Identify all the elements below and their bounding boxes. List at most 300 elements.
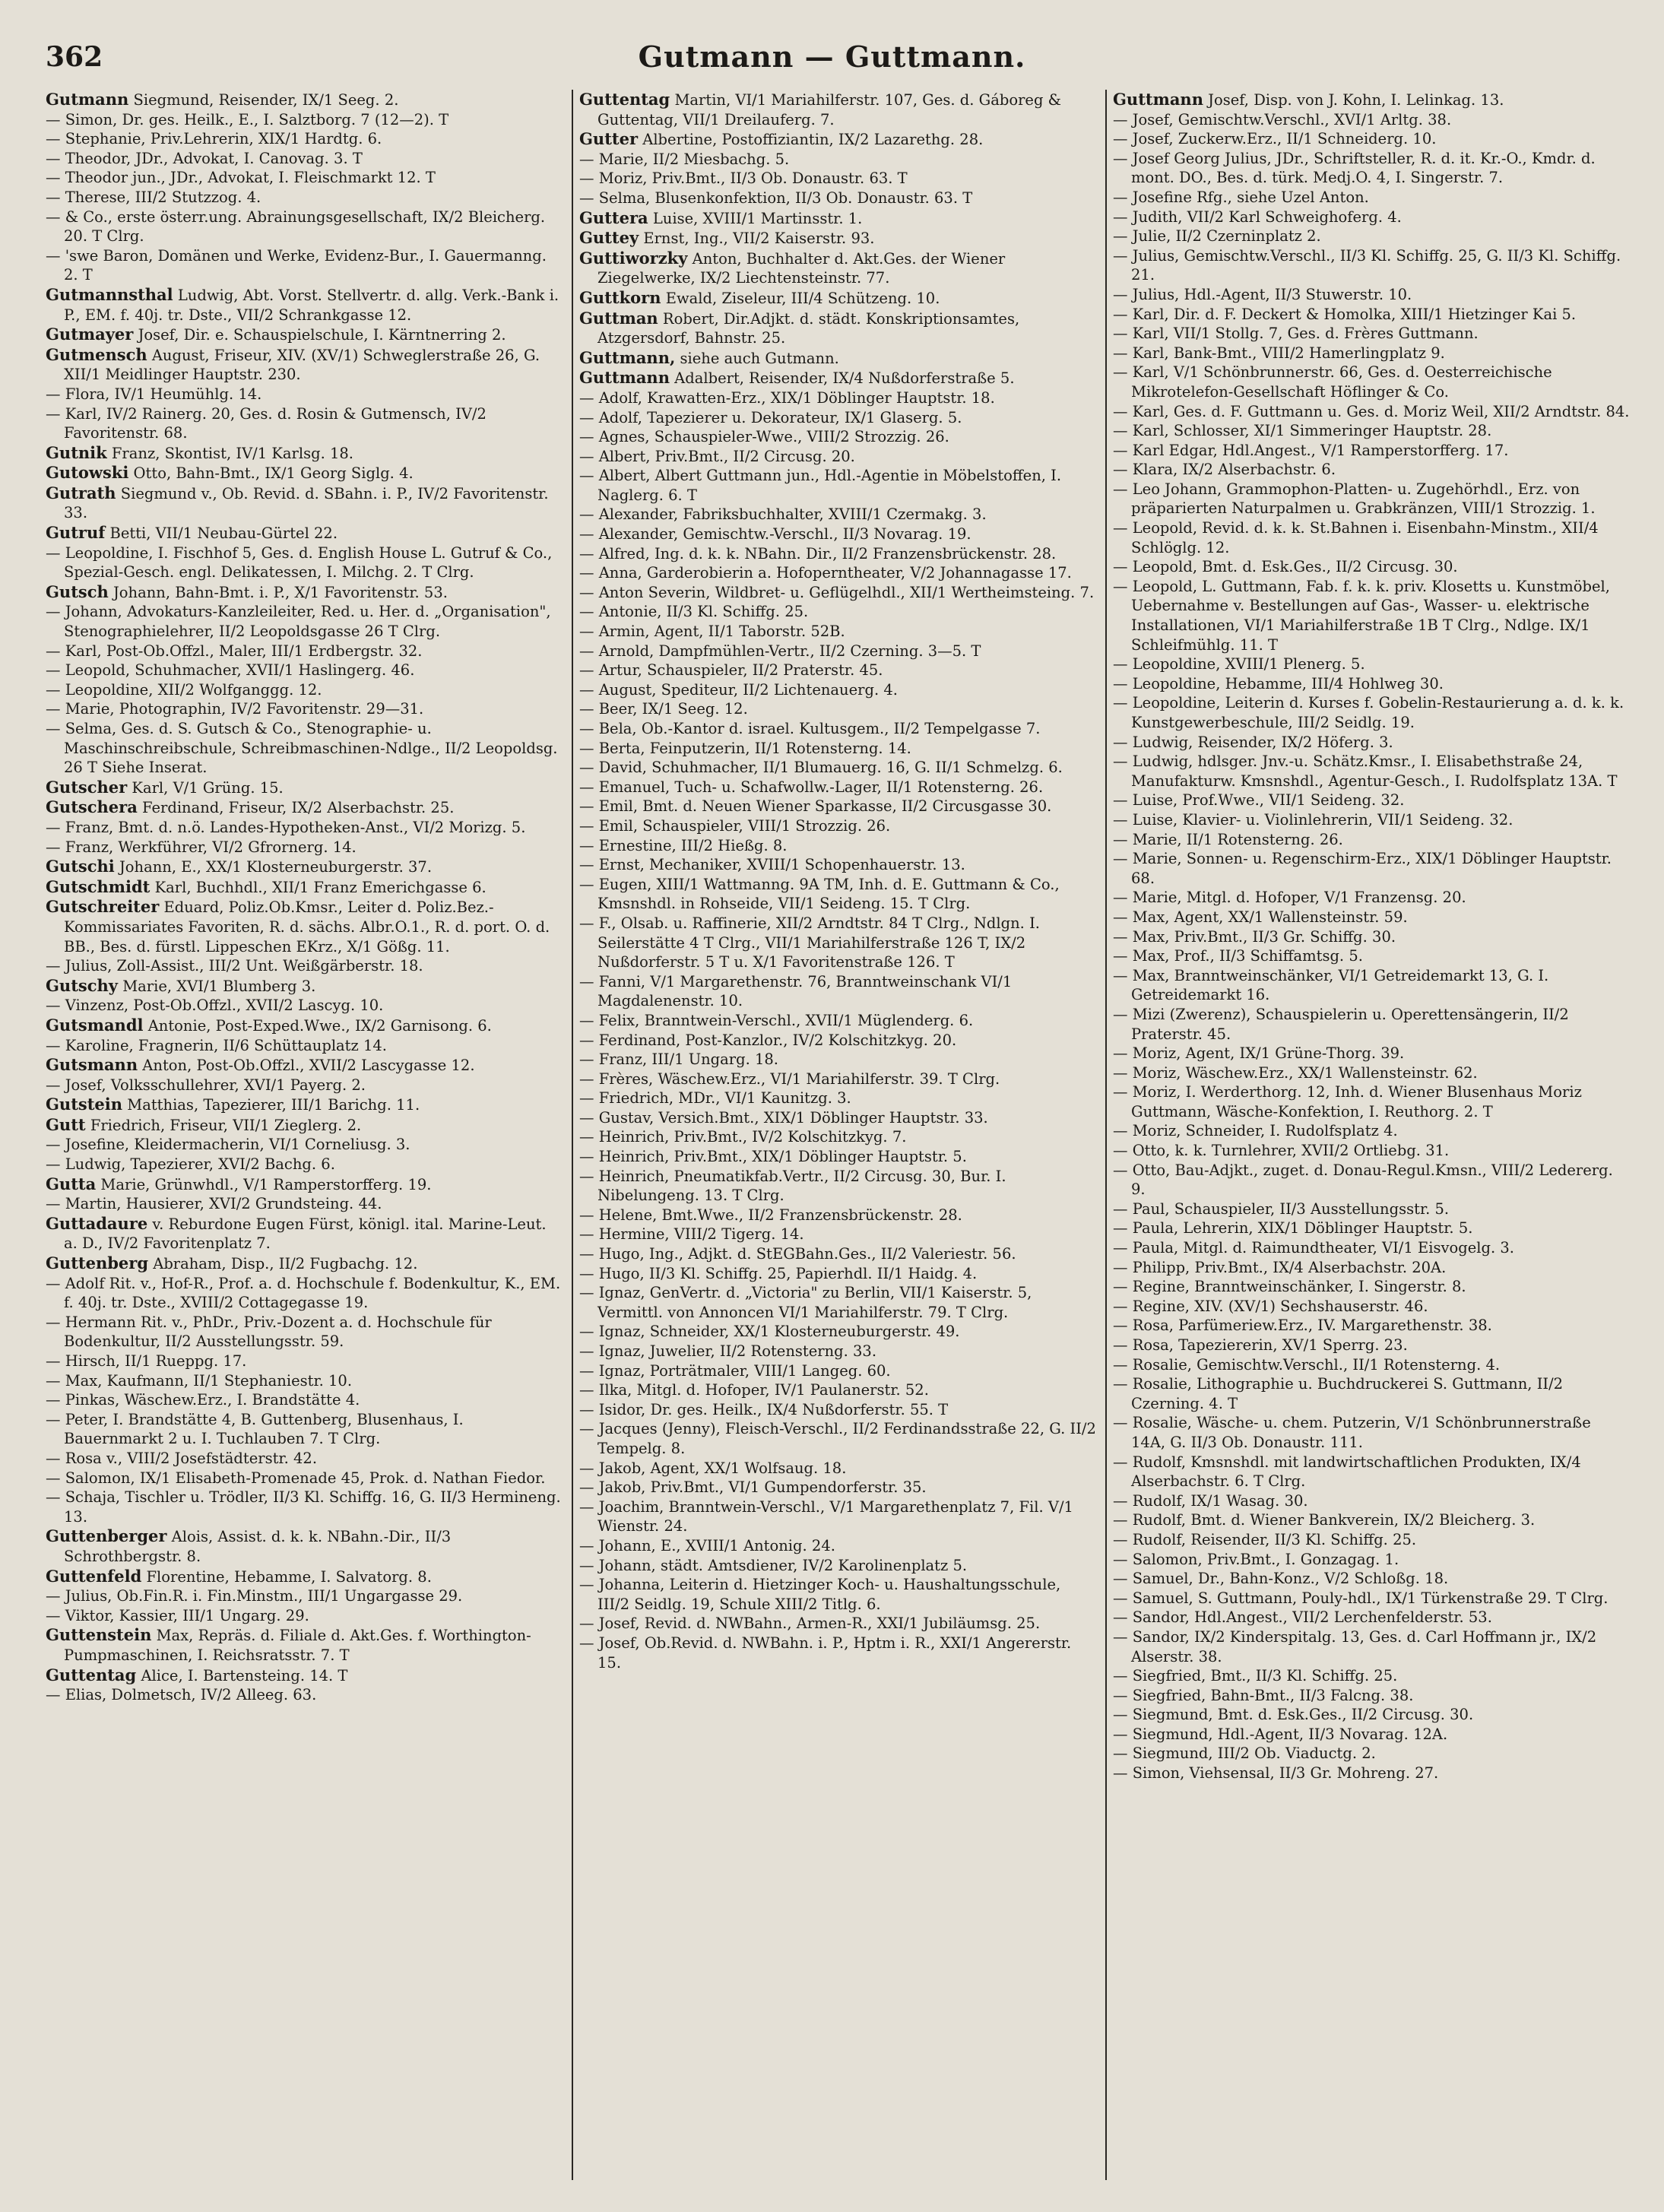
entry-text: — Leopoldine, Hebamme, III/4 Hohlweg 30. (1113, 674, 1444, 692)
directory-entry (1113, 1705, 1630, 1725)
entry-text: — Rosa, Tapeziererin, XV/1 Sperrg. 23. (1113, 1336, 1408, 1354)
directory-entry (1113, 227, 1630, 246)
directory-entry (579, 1380, 1096, 1400)
directory-entry (1113, 1316, 1630, 1336)
directory-entry (46, 642, 563, 661)
entry-text: — Franz, Werkführer, VI/2 Gfrornerg. 14. (46, 838, 357, 856)
directory-entry (579, 288, 1096, 309)
entry-text: — Alexander, Gemischtw.-Verschl., II/3 Novarag. 19. (579, 525, 971, 543)
entry-text: — Rosalie, Wäsche- u. chem. Putzerin, V/1 Schönbrunnerstraße 14A, G. II/3 Ob. Donaustr. 111. (1113, 1414, 1591, 1451)
directory-entry (1113, 1510, 1630, 1530)
entry-text: — Julius, Hdl.-Agent, II/3 Stuwerstr. 10. (1113, 285, 1412, 303)
directory-entry (46, 1606, 563, 1626)
entry-text: — Sandor, IX/2 Kinderspitalg. 13, Ges. d. Carl Hoffmann jr., IX/2 Alserstr. 38. (1113, 1627, 1597, 1665)
directory-entry (579, 505, 1096, 524)
directory-entry (1113, 1627, 1630, 1666)
directory-entry (46, 1586, 563, 1606)
entry-surname: Gutmann (46, 90, 129, 109)
entry-text: — Leopoldine, XII/2 Wolfganggg. 12. (46, 680, 322, 699)
directory-entry (1113, 1453, 1630, 1491)
directory-entry (1113, 927, 1630, 947)
entry-text: — Moriz, Priv.Bmt., II/3 Ob. Donaustr. 63. T (579, 170, 908, 188)
directory-entry (46, 1685, 563, 1705)
directory-entry (579, 1478, 1096, 1497)
entry-text: — Johanna, Leiterin d. Hietzinger Koch- u. Haushaltungsschule, III/2 Seidlg. 19, Schule XIII/2 Titlg. 6. (579, 1576, 1061, 1613)
entry-text: — Marie, Photographin, IV/2 Favoritenstr. 29—31. (46, 700, 424, 718)
directory-entry (1113, 1044, 1630, 1063)
directory-entry (579, 1244, 1096, 1264)
directory-entry (46, 463, 563, 483)
entry-surname: Guttmann (1113, 90, 1203, 109)
entry-text: — Leopold, Schuhmacher, XVII/1 Haslingerg. 46. (46, 661, 415, 680)
entry-surname: Gutnik (46, 442, 107, 462)
entry-surname: Gutstein (46, 1095, 123, 1114)
entry-text: — Agnes, Schauspieler-Wwe., VIII/2 Strozzig. 26. (579, 428, 949, 446)
entry-text: Antonie, Post-Exped.Wwe., IX/2 Garnisong. 6. (147, 1016, 492, 1035)
entry-surname: Gutt (46, 1114, 86, 1134)
directory-entry (579, 1575, 1096, 1614)
directory-entry (579, 914, 1096, 972)
entry-text: — Karl, V/1 Schönbrunnerstr. 66, Ges. d. Oesterreichische Mikrotelefon-Gesellschaft Höflinger & Co. (1113, 363, 1552, 401)
entry-text: — Karl, IV/2 Rainerg. 20, Ges. d. Rosin & Gutmensch, IV/2 Favoritenstr. 68. (46, 404, 487, 442)
directory-entry (1113, 246, 1630, 285)
directory-entry (579, 1400, 1096, 1420)
entry-surname: Gutschera (46, 797, 138, 817)
directory-entry (579, 1147, 1096, 1167)
entry-text: — Anton Severin, Wildbret- u. Geflügelhdl., XII/1 Wertheimsteing. 7. (579, 583, 1095, 601)
entry-text: Eduard, Poliz.Ob.Kmsr., Leiter d. Poliz.Bez.-Kommissariates Favoriten, R. d. sächs. Albr.O.1., R. d. port. O. d. BB., Bes. d. fürstl. Lippeschen EKrz., X/1 Gößg. 11. (64, 898, 550, 955)
directory-entry (1113, 1686, 1630, 1706)
entry-text: — Alfred, Ing. d. k. k. NBahn. Dir., II/2 Franzensbrückenstr. 28. (579, 544, 1057, 563)
directory-entry (46, 1274, 563, 1313)
directory-entry (579, 208, 1096, 229)
entry-text: — & Co., erste österr.ung. Abrainungsgesellschaft, IX/2 Bleicherg. 20. T Clrg. (46, 208, 546, 246)
entry-text: — Joachim, Branntwein-Verschl., V/1 Margarethenplatz 7, Fil. V/1 Wienstr. 24. (579, 1497, 1073, 1535)
entry-text: — Theodor jun., JDr., Advokat, I. Fleischmarkt 12. T (46, 169, 436, 187)
entry-surname: Guttera (579, 208, 648, 227)
entry-text: — Theodor, JDr., Advokat, I. Canovag. 3. T (46, 149, 363, 167)
directory-entry (579, 719, 1096, 739)
entry-text: — Isidor, Dr. ges. Heilk., IX/4 Nußdorferstr. 55. T (579, 1400, 949, 1418)
entry-surname: Guttkorn (579, 287, 661, 307)
directory-entry (1113, 1374, 1630, 1413)
directory-entry (579, 1264, 1096, 1284)
entry-text: — Viktor, Kassier, III/1 Ungarg. 29. (46, 1606, 309, 1624)
directory-entry (1113, 1589, 1630, 1608)
entry-text: — Sandor, Hdl.Angest., VII/2 Lerchenfelderstr. 53. (1113, 1608, 1492, 1627)
page-header (46, 41, 1618, 87)
directory-entry (46, 1076, 563, 1095)
entry-text: Alice, I. Bartensteing. 14. T (141, 1666, 348, 1684)
entry-text: — Karl, Ges. d. F. Guttmann u. Ges. d. Moriz Weil, XII/2 Arndtstr. 84. (1113, 402, 1630, 420)
directory-entry (579, 466, 1096, 505)
directory-entry (579, 189, 1096, 208)
directory-entry (46, 877, 563, 898)
directory-entry (46, 661, 563, 680)
directory-entry (46, 797, 563, 818)
entry-text: — Arnold, Dampfmühlen-Vertr., II/2 Czerning. 3—5. T (579, 642, 981, 660)
directory-entry (1113, 1608, 1630, 1627)
directory-entry (46, 818, 563, 838)
entry-surname: Gutta (46, 1174, 97, 1193)
entry-surname: Gutter (579, 129, 639, 149)
entry-text: — Max, Branntweinschänker, VI/1 Getreidemarkt 13, G. I. Getreidemarkt 16. (1113, 966, 1549, 1004)
directory-entry (1113, 1258, 1630, 1278)
entry-surname: Gutschi (46, 857, 115, 876)
entry-surname: Gutscher (46, 777, 128, 797)
directory-entry (1113, 1199, 1630, 1219)
directory-entry (579, 408, 1096, 428)
directory-entry (579, 427, 1096, 447)
entry-text: v. Reburdone Eugen Fürst, königl. ital. Marine-Leut. a. D., IV/2 Favoritenplatz 7. (64, 1215, 547, 1253)
entry-text: Ernst, Ing., VII/2 Kaiserstr. 93. (643, 230, 875, 248)
directory-columns (46, 90, 1630, 2180)
entry-text: — Rudolf, Bmt. d. Wiener Bankverein, IX/2 Bleicherg. 3. (1113, 1511, 1536, 1529)
entry-text: — Leopold, Bmt. d. Esk.Ges., II/2 Circusg. 30. (1113, 558, 1458, 576)
entry-surname: Gutschreiter (46, 897, 160, 917)
entry-text: — Vinzenz, Post-Ob.Offzl., XVII/2 Lascyg. 10. (46, 997, 384, 1015)
entry-text: — Judith, VII/2 Karl Schweighoferg. 4. (1113, 208, 1402, 226)
entry-surname: Gutruf (46, 523, 106, 543)
entry-text: — Martin, Hausierer, XVI/2 Grundsteing. 44. (46, 1195, 382, 1213)
entry-text: — Franz, III/1 Ungarg. 18. (579, 1051, 779, 1069)
entry-text: Marie, XVI/1 Blumberg 3. (122, 977, 316, 995)
page-number: 362 (46, 41, 103, 73)
entry-text: — Regine, Branntweinschänker, I. Singerstr. 8. (1113, 1278, 1466, 1296)
directory-entry (46, 1665, 563, 1686)
entry-text: — August, Spediteur, II/2 Lichtenauerg. 4. (579, 680, 898, 699)
entry-text: — Ignaz, Schneider, XX/1 Klosterneuburgerstr. 49. (579, 1323, 960, 1341)
entry-surname: Guttenberger (46, 1526, 167, 1546)
entry-surname: Guttenberg (46, 1253, 149, 1273)
entry-text: — Jacques (Jenny), Fleisch-Verschl., II/2 Ferdinandsstraße 22, G. II/2 Tempelg. 8. (579, 1420, 1096, 1457)
directory-entry (579, 1497, 1096, 1536)
entry-text: — Therese, III/2 Stutzzog. 4. (46, 188, 261, 206)
directory-entry (1113, 654, 1630, 674)
entry-text: — Ferdinand, Post-Kanzlor., IV/2 Kolschitzkyg. 20. (579, 1031, 957, 1049)
entry-text: — Leo Johann, Grammophon-Platten- u. Zugehörhdl., Erz. von präparierten Naturpalmen u. Grabkränzen, VIII/1 Strozzig. 1. (1113, 480, 1596, 518)
entry-text: — Johann, Advokaturs-Kanzleileiter, Red. u. Her. d. „Organisation", Stenographielehrer, II/2 Leopoldsgasse 26 T Clrg. (46, 603, 551, 641)
entry-surname: Guttentag (46, 1665, 137, 1684)
directory-entry (1113, 518, 1630, 557)
directory-entry (46, 1174, 563, 1195)
directory-entry (1113, 674, 1630, 694)
directory-entry (1113, 1413, 1630, 1452)
entry-text: — Heinrich, Priv.Bmt., IV/2 Kolschitzkyg. 7. (579, 1128, 907, 1146)
directory-entry (46, 168, 563, 188)
directory-entry (46, 1371, 563, 1391)
directory-entry (1113, 1161, 1630, 1199)
entry-text: — Josefine Rfg., siehe Uzel Anton. (1113, 188, 1369, 206)
directory-entry (46, 996, 563, 1016)
directory-entry (1113, 460, 1630, 480)
directory-entry (579, 1070, 1096, 1089)
entry-text: — Ilka, Mitgl. d. Hofoper, IV/1 Paulanerstr. 52. (579, 1381, 929, 1399)
entry-text: — Marie, II/1 Rotensterng. 26. (1113, 830, 1343, 848)
directory-entry (1113, 363, 1630, 401)
directory-entry (46, 582, 563, 603)
entry-text: Anton, Buchhalter d. Akt.Ges. der Wiener Ziegelwerke, IX/2 Liechtensteinstr. 77. (597, 249, 1006, 287)
entry-text: — Ludwig, Tapezierer, XVI/2 Bachg. 6. (46, 1155, 335, 1174)
entry-text: — Julius, Gemischtw.Verschl., II/3 Kl. Schiffg. 25, G. II/3 Kl. Schiffg. 21. (1113, 246, 1621, 284)
entry-text: — David, Schuhmacher, II/1 Blumauerg. 16, G. II/1 Schmelzg. 6. (579, 759, 1063, 777)
directory-entry (1113, 1569, 1630, 1589)
entry-text: — Leopoldine, Leiterin d. Kurses f. Gobelin-Restaurierung a. d. k. k. Kunstgewerbeschule, III/2 Seidlg. 19. (1113, 694, 1624, 731)
entry-text: — Stephanie, Priv.Lehrerin, XIX/1 Hardtg. 6. (46, 130, 382, 148)
entry-text: — Karl, Schlosser, XI/1 Simmeringer Hauptstr. 28. (1113, 422, 1492, 440)
directory-entry (1113, 188, 1630, 208)
directory-entry (1113, 110, 1630, 130)
directory-entry (1113, 1121, 1630, 1141)
entry-text: — Josef, Volksschullehrer, XVI/1 Payerg. 2. (46, 1076, 366, 1094)
entry-text: — Rosa v., VIII/2 Josefstädterstr. 42. (46, 1449, 318, 1467)
entry-text: — Karl, Dir. d. F. Deckert & Homolka, XIII/1 Hietzinger Kai 5. (1113, 305, 1577, 323)
entry-surname: Gutschy (46, 975, 118, 995)
entry-surname: Gutsmandl (46, 1015, 144, 1035)
directory-entry (1113, 733, 1630, 753)
entry-surname: Gutsch (46, 582, 109, 601)
directory-entry (1113, 1550, 1630, 1570)
entry-text: — Siegmund, Bmt. d. Esk.Ges., II/2 Circusg. 30. (1113, 1706, 1474, 1724)
entry-text: — F., Olsab. u. Raffinerie, XII/2 Arndtstr. 84 T Clrg., Ndlgn. I. Seilerstätte 4 T Clrg., VII/1 Mariahilferstraße 126 T, IX/2 Nußdorferstr. 5 T u. X/1 Favoritenstraße 126. T (579, 914, 1040, 971)
directory-entry (46, 1095, 563, 1115)
directory-entry (46, 90, 563, 110)
directory-entry (46, 1036, 563, 1056)
entry-text: — Heinrich, Priv.Bmt., XIX/1 Döblinger Hauptstr. 5. (579, 1148, 967, 1166)
entry-surname: Guttentag (579, 90, 670, 109)
entry-text: Otto, Bahn-Bmt., IX/1 Georg Siglg. 4. (133, 464, 414, 483)
entry-text: Matthias, Tapezierer, III/1 Barichg. 11. (127, 1096, 420, 1114)
directory-entry (46, 602, 563, 641)
entry-text: — Marie, II/2 Miesbachg. 5. (579, 150, 790, 168)
entry-text: Florentine, Hebamme, I. Salvatorg. 8. (146, 1567, 432, 1586)
entry-text: — Karl, Post-Ob.Offzl., Maler, III/1 Erdbergstr. 32. (46, 642, 423, 660)
directory-entry (1113, 1141, 1630, 1161)
entry-text: — Luise, Klavier- u. Violinlehrerin, VII/1 Seideng. 32. (1113, 810, 1513, 829)
entry-text: — Josefine, Kleidermacherin, VI/1 Corneliusg. 3. (46, 1136, 410, 1154)
directory-entry (46, 857, 563, 877)
directory-entry (1113, 480, 1630, 518)
directory-entry (579, 699, 1096, 719)
entry-text: — Rosalie, Lithographie u. Buchdruckerei S. Guttmann, II/2 Czerning. 4. T (1113, 1375, 1564, 1412)
directory-entry (579, 622, 1096, 642)
entry-text: — Franz, Bmt. d. n.ö. Landes-Hypotheken-Anst., VI/2 Morizg. 5. (46, 818, 526, 836)
entry-surname: Gutmensch (46, 344, 147, 364)
directory-entry (46, 838, 563, 857)
directory-entry (1113, 149, 1630, 188)
entry-surname: Guttadaure (46, 1213, 148, 1233)
entry-text: Marie, Grünwhdl., V/1 Ramperstorfferg. 19. (100, 1175, 432, 1193)
entry-text: — Hugo, Ing., Adjkt. d. StEGBahn.Ges., II/2 Valeriestr. 56. (579, 1245, 1016, 1263)
entry-text: — Hermine, VIII/2 Tigerg. 14. (579, 1225, 804, 1244)
entry-text: — Regine, XIV. (XV/1) Sechshauserstr. 46. (1113, 1297, 1428, 1315)
entry-text: Abraham, Disp., II/2 Fugbachg. 12. (153, 1255, 418, 1273)
page-title: Gutmann — Guttmann. (638, 40, 1026, 74)
entry-surname: Gutmannsthal (46, 284, 173, 304)
entry-text: — Helene, Bmt.Wwe., II/2 Franzensbrückenstr. 28. (579, 1206, 962, 1224)
directory-entry (46, 149, 563, 169)
directory-entry (1113, 693, 1630, 732)
directory-entry (579, 368, 1096, 388)
entry-text: — Jakob, Agent, XX/1 Wolfsaug. 18. (579, 1459, 847, 1477)
directory-entry (1113, 1297, 1630, 1317)
entry-text: — Samuel, Dr., Bahn-Konz., V/2 Schloßg. 18. (1113, 1570, 1449, 1588)
entry-text: — Karl, Bank-Bmt., VIII/2 Hamerlingplatz 9. (1113, 344, 1445, 362)
entry-text: — Simon, Viehsensal, II/3 Gr. Mohreng. 27. (1113, 1764, 1439, 1783)
entry-text: — Max, Prof., II/3 Schiffamtsg. 5. (1113, 947, 1363, 965)
directory-entry (1113, 888, 1630, 908)
entry-text: Betti, VII/1 Neubau-Gürtel 22. (109, 524, 338, 543)
entry-text: — Ignaz, Porträtmaler, VIII/1 Langeg. 60. (579, 1361, 891, 1380)
entry-text: — Hermann Rit. v., PhDr., Priv.-Dozent a. d. Hochschule für Bodenkultur, II/2 Ausstellungsstr. 59. (46, 1313, 492, 1351)
entry-text: — Samuel, S. Guttmann, Pouly-hdl., IX/1 Türkenstraße 29. T Clrg. (1113, 1589, 1609, 1607)
directory-entry (46, 1526, 563, 1566)
entry-text: — Albert, Albert Guttmann jun., Hdl.-Agentie in Möbelstoffen, I. Naglerg. 6. T (579, 467, 1062, 504)
entry-text: — Josef, Zuckerw.Erz., II/1 Schneiderg. 10. (1113, 130, 1437, 148)
directory-entry (1113, 752, 1630, 791)
directory-entry (579, 1050, 1096, 1070)
entry-text: siehe auch Gutmann. (680, 349, 839, 367)
entry-text: — Peter, I. Brandstätte 4, B. Guttenberg, Blusenhaus, I. Bauernmarkt 2 u. I. Tuchlauben 7. T Clrg. (46, 1410, 464, 1448)
directory-entry (1113, 1744, 1630, 1764)
entry-surname: Gutrath (46, 483, 116, 502)
entry-text: — Moriz, Wäschew.Erz., XX/1 Wallensteinstr. 62. (1113, 1063, 1478, 1082)
entry-text: — Marie, Mitgl. d. Hofoper, V/1 Franzensg. 20. (1113, 889, 1466, 907)
entry-text: — Heinrich, Pneumatikfab.Vertr., II/2 Circusg. 30, Bur. I. Nibelungeng. 13. T Clrg. (579, 1167, 1006, 1205)
entry-text: Karl, Buchhdl., XII/1 Franz Emerichgasse 6. (154, 878, 487, 896)
directory-entry (579, 778, 1096, 797)
directory-entry (46, 1253, 563, 1274)
entry-text: — Ernst, Mechaniker, XVIII/1 Schopenhauerstr. 13. (579, 856, 965, 874)
directory-entry (579, 1614, 1096, 1634)
entry-text: — Adolf, Tapezierer u. Dekorateur, IX/1 Glaserg. 5. (579, 408, 962, 426)
directory-entry (1113, 1277, 1630, 1297)
entry-text: — Ignaz, Juwelier, II/2 Rotensterng. 33. (579, 1342, 877, 1360)
entry-text: — Karl, VII/1 Stollg. 7, Ges. d. Frères Guttmann. (1113, 325, 1479, 343)
entry-text: Martin, VI/1 Mariahilferstr. 107, Ges. d. Gáboreg & Guttentag, VII/1 Dreilauferg. 7. (597, 91, 1061, 128)
entry-text: — Otto, Bau-Adjkt., zuget. d. Donau-Regul.Kmsn., VIII/2 Ledererg. 9. (1113, 1161, 1613, 1199)
entry-text: — Emanuel, Tuch- u. Schafwollw.-Lager, II/1 Rotensterng. 26. (579, 778, 1044, 796)
directory-entry (46, 1135, 563, 1155)
directory-entry (46, 1055, 563, 1076)
directory-entry (46, 404, 563, 443)
entry-text: — Jakob, Priv.Bmt., VI/1 Gumpendorferstr. 35. (579, 1478, 927, 1497)
entry-text: Albertine, Postoffiziantin, IX/2 Lazarethg. 28. (642, 131, 984, 149)
column-3 (1113, 90, 1630, 2180)
entry-text: — Pinkas, Wäschew.Erz., I. Brandstätte 4. (46, 1391, 360, 1409)
directory-entry (579, 1361, 1096, 1381)
directory-entry (579, 739, 1096, 759)
entry-text: — Leopold, L. Guttmann, Fab. f. k. k. priv. Klosetts u. Kunstmöbel, Uebernahme v. Bestellungen auf Gas-, Wasser- u. elektrische Installationen, VI/1 Mariahilferstraße 1B T Clrg., Ndlge. IX/1 Schleifmühlg. 11. T (1113, 577, 1610, 654)
directory-entry (579, 602, 1096, 622)
entry-text: Josef, Dir. e. Schauspielschule, I. Kärntnerring 2. (138, 326, 506, 344)
entry-text: — 'swe Baron, Domänen und Werke, Evidenz-Bur., I. Gauermanng. 2. T (46, 246, 547, 284)
entry-text: — Selma, Blusenkonfektion, II/3 Ob. Donaustr. 63. T (579, 189, 973, 207)
directory-entry (579, 1536, 1096, 1556)
directory-entry (579, 129, 1096, 150)
entry-text: — Ludwig, hdlsger. Jnv.-u. Schätz.Kmsr., I. Elisabethstraße 24, Manufakturw. Kmsnshdl., Agentur-Gesch., I. Rudolfsplatz 13A. T (1113, 753, 1618, 790)
entry-text: — Alexander, Fabriksbuchhalter, XVIII/1 Czermakg. 3. (579, 505, 987, 524)
entry-text: — Marie, Sonnen- u. Regenschirm-Erz., XIX/1 Döblinger Hauptstr. 68. (1113, 850, 1612, 887)
entry-text: — Rudolf, Reisender, II/3 Kl. Schiffg. 25. (1113, 1530, 1417, 1548)
entry-text: — Rosalie, Gemischtw.Verschl., II/1 Rotensterng. 4. (1113, 1355, 1501, 1374)
directory-entry (579, 836, 1096, 856)
directory-entry (1113, 1238, 1630, 1258)
entry-text: — Simon, Dr. ges. Heilk., E., I. Salztborg. 7 (12—2). T (46, 110, 449, 128)
entry-surname: Gutowski (46, 463, 129, 483)
entry-text: — Berta, Feinputzerin, II/1 Rotensterng. 14. (579, 739, 911, 757)
entry-text: — Johann, städt. Amtsdiener, IV/2 Karolinenplatz 5. (579, 1556, 968, 1574)
entry-surname: Guttmann, (579, 347, 676, 367)
entry-text: — Gustav, Versich.Bmt., XIX/1 Döblinger Hauptstr. 33. (579, 1108, 988, 1127)
directory-entry (46, 1567, 563, 1587)
directory-entry (1113, 946, 1630, 966)
entry-text: — Salomon, IX/1 Elisabeth-Promenade 45, Prok. d. Nathan Fiedor. (46, 1469, 546, 1487)
entry-text: Robert, Dir.Adjkt. d. städt. Konskriptionsamtes, Atzgersdorf, Bahnstr. 25. (597, 309, 1020, 347)
directory-entry (579, 1011, 1096, 1031)
directory-entry (579, 1108, 1096, 1128)
directory-entry (46, 1352, 563, 1371)
directory-entry (1113, 285, 1630, 305)
directory-entry (1113, 1725, 1630, 1745)
entry-text: — Bela, Ob.-Kantor d. israel. Kultusgem., II/2 Tempelgasse 7. (579, 720, 1041, 737)
entry-text: — Klara, IX/2 Alserbachstr. 6. (1113, 461, 1336, 479)
entry-text: Luise, XVIII/1 Martinsstr. 1. (652, 209, 863, 227)
entry-text: — Josef, Gemischtw.Verschl., XVI/1 Arltg. 38. (1113, 110, 1452, 128)
column-2 (579, 90, 1096, 2180)
directory-entry (1113, 791, 1630, 810)
directory-entry (46, 1155, 563, 1174)
entry-surname: Gutmayer (46, 325, 134, 344)
directory-entry (46, 1194, 563, 1214)
entry-text: — Anna, Garderobierin a. Hofoperntheater, V/2 Johannagasse 17. (579, 564, 1072, 582)
entry-surname: Guttenstein (46, 1625, 152, 1645)
entry-text: — Ignaz, GenVertr. d. „Victoria" zu Berlin, VII/1 Kaiserstr. 5, Vermittl. von Annoncen VI/1 Mariahilferstr. 79. T Clrg. (579, 1284, 1032, 1321)
entry-text: — Siegmund, Hdl.-Agent, II/3 Novarag. 12A. (1113, 1725, 1448, 1743)
entry-text: Siegmund, Reisender, IX/1 Seeg. 2. (133, 91, 399, 109)
directory-entry (46, 1469, 563, 1488)
directory-entry (579, 169, 1096, 189)
directory-entry (1113, 1355, 1630, 1375)
directory-entry (1113, 1764, 1630, 1783)
directory-entry (579, 150, 1096, 170)
directory-entry (1113, 557, 1630, 577)
entry-text: Franz, Skontist, IV/1 Karlsg. 18. (111, 444, 354, 462)
directory-entry (579, 758, 1096, 778)
entry-text: — Johann, E., XVIII/1 Antonig. 24. (579, 1536, 835, 1554)
directory-entry (46, 285, 563, 325)
directory-entry (579, 1089, 1096, 1108)
directory-entry (46, 325, 563, 345)
entry-text: — Paul, Schauspieler, II/3 Ausstellungsstr. 5. (1113, 1199, 1450, 1218)
directory-entry (1113, 1491, 1630, 1511)
directory-entry (46, 1016, 563, 1036)
directory-entry (46, 956, 563, 976)
entry-text: — Karl Edgar, Hdl.Angest., V/1 Ramperstorfferg. 17. (1113, 441, 1509, 459)
directory-entry (46, 129, 563, 149)
directory-entry (1113, 1219, 1630, 1238)
directory-entry (46, 483, 563, 523)
entry-surname: Gutschmidt (46, 876, 151, 896)
entry-text: — Karoline, Fragnerin, II/6 Schüttauplatz 14. (46, 1036, 387, 1054)
entry-text: — Adolf Rit. v., Hof-R., Prof. a. d. Hochschule f. Bodenkultur, K., EM. f. 40j. tr. Dste., XVIII/2 Cottagegasse 19. (46, 1274, 561, 1312)
entry-text: — Siegfried, Bahn-Bmt., II/3 Falcng. 38. (1113, 1686, 1414, 1704)
entry-text: — Siegfried, Bmt., II/3 Kl. Schiffg. 25. (1113, 1667, 1398, 1685)
entry-text: — Julius, Zoll-Assist., III/2 Unt. Weißgärberstr. 18. (46, 957, 423, 975)
directory-entry (579, 1419, 1096, 1458)
entry-text: Johann, Bahn-Bmt. i. P., X/1 Favoritenstr. 53. (113, 583, 448, 601)
directory-entry (579, 1031, 1096, 1051)
